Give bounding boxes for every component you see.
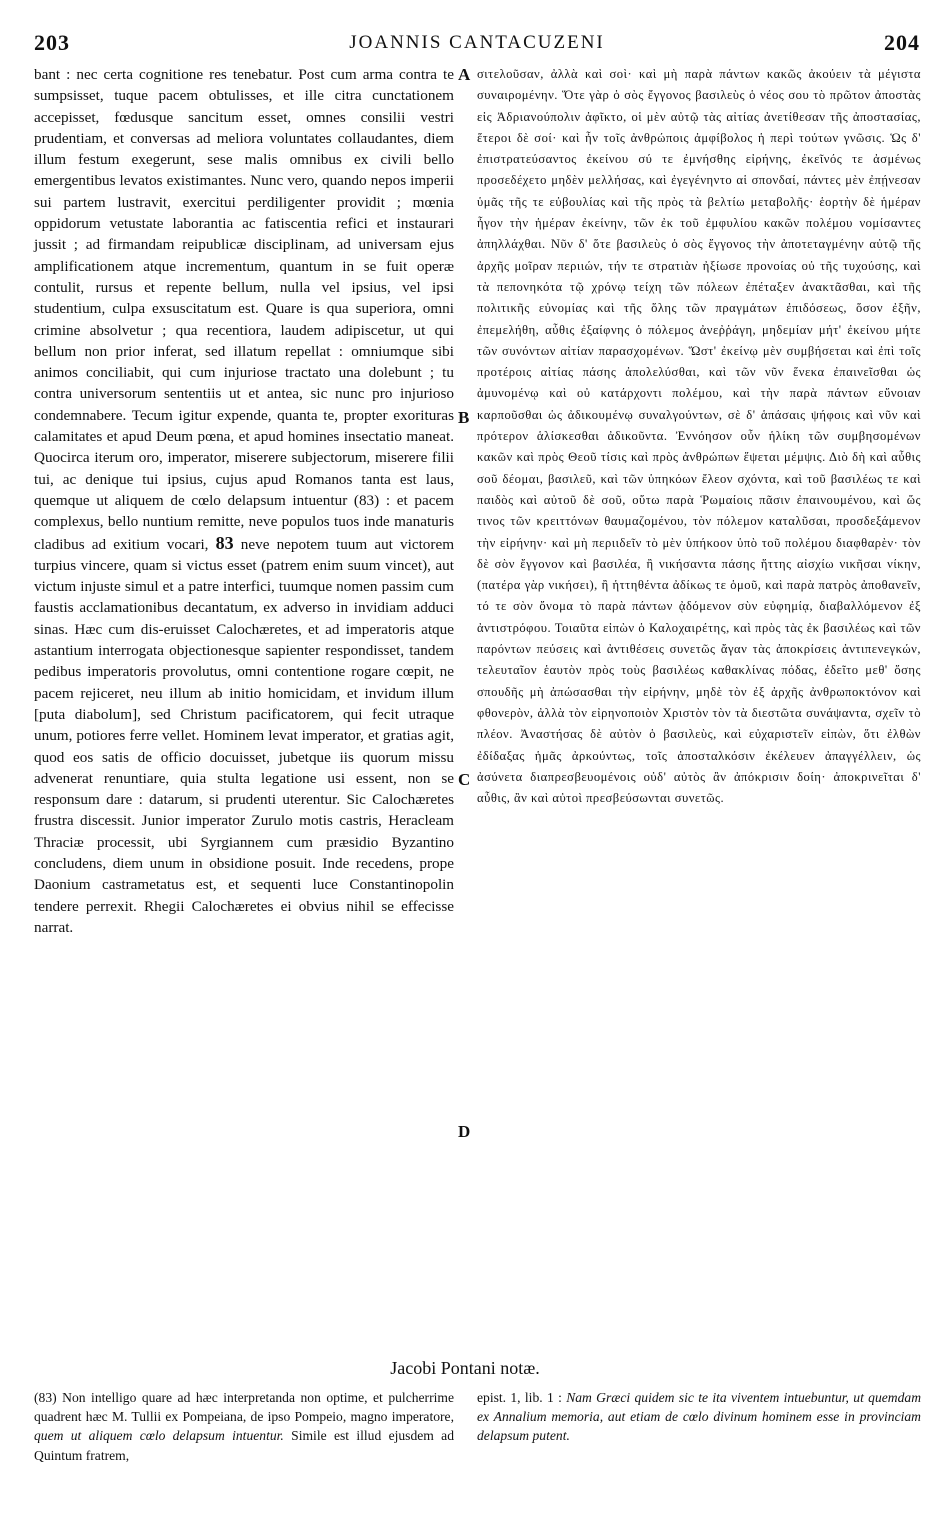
note-left-column (34, 1388, 454, 1465)
page-number-left: 203 (34, 30, 70, 55)
page-header (34, 30, 920, 60)
latin-text-part2: neve nepotem tuum aut victorem turpius vincere, quam si victus esset (patrem enim suum vincet), aut victum injuste simul et a patre interfici, tuumque nomen passim cum faustis acclamationibus decantatum, ex adverso in invidiam adduci sinas. Hæc cum dis-eruisset Calochæretes, et ad imperatoris atque astantium interrogata objectionesque sapienter respondisset, tandem pedibus imperatoris provolutus, omni contentione rogare cœpit, ne pacem rejiceret, neu illum ab initio homicidam, et invidum illum [puta diabolum], sed Christum pacificatorem, qui fecit utraque unum, potiores ferre vellet. Hominem levat imperator, et gratias agit, quod eos satis de officio docuisset, jubetque iis quorum missu advenerat renuntiare, quia stulta legatione usi essent, non se responsum dare : datarum, si prudenti uterentur. Sic Calochæretes frustra discessit. Junior imperator Zurulo motis castris, Heracleam Thraciæ processit, ubi Syrgiannem cum præsidio Byzantino concludens, diem unum in obsidione posuit. Inde recedens, prope Daonium castrametatus est, et sequenti luce Constantinopolin tendere perrexit. Rhegii Calochæretes ei obvius nihil se effecisse narrat. (34, 535, 455, 936)
latin-column (34, 64, 454, 938)
notes-title: Jacobi Pontani notæ. (390, 1358, 540, 1378)
running-head: JOANNIS CANTACUZENI (349, 32, 605, 53)
margin-marker-d: D (458, 1122, 471, 1141)
greek-paragraph: σιτελοῦσαν, ἀλλὰ καὶ σοὶ· καὶ μὴ παρὰ πάντων κακῶς ἀκούειν τὰ μέγιστα συναιρομένην. Ὅτε γὰρ ὁ σὸς ἔγγονος βασιλεὺς ὁ νέος σου τὸ πρῶτον ἀποστὰς εἰς Ἀδριανούπολιν ἀφῖκτο, οἱ μὲν αὐτῷ τὰς αἰτίας ἀνετίθεσαν τῆς ἀποστασίας, ἕτεροι δὲ σοί· καὶ ἦν τοῖς ἀνθρώποις ἀμφίβολος ἡ περὶ τούτων γνῶσις. Ὡς δ' ἐπιστρατεύσαντος ἐκείνου σύ τε ἐμνήσθης εἰρήνης, ἐκεῖνός τε ἀσμένως προσεδέχετο μηδὲν μελλήσας, καὶ ἐγεγένηντο αἱ σπονδαί, πάντες μὲν ἐπῄνεσαν ὑμᾶς τῆς τε εὐβουλίας καὶ τῆς πρὸς τὰ βελτίω μεταβολῆς· ἑορτὴν δὲ ἡμέραν ἦγον τὴν ἡμέραν ἐκείνην, τῶν ἐκ τοῦ ἐμφυλίου κακῶν πολέμου νομίσαντες ἀπηλλάχθαι. Νῦν δ' ὅτε βασιλεὺς ὁ σὸς ἔγγονος τὴν ἀποτεταγμένην αὐτῷ τῆς ἀρχῆς μοῖραν περιιών, τήν τε στρατιὰν ἠξίωσε προνοίας οὐ τῆς τυχούσης, καὶ τὰ πεπονηκότα τῷ χρόνῳ τείχη τῶν πόλεων ἐπέταξεν ἀνακτᾶσθαι, καὶ τῆς πολιτικῆς εὐνομίας καὶ τῆς ὅλης τῶν πραγμάτων ἐπιδόσεως, ὅσον ἐξῆν, ἐπεμελήθη, αὖθις ἐξαίφνης ὁ πόλεμος ἀνεῤῥάγη, μηδεμίαν μήτ' ἐκείνου μήτε τῶν συνόντων αἰτίαν παρασχομένων. Ὥστ' ἐκείνῳ μὲν συμβήσεται καὶ ἐπὶ τοῖς προτέροις αἰτίας πάσης ἀπολελύσθαι, καὶ τῶν νῦν ἕνεκα ἐπαινεῖσθαι ὡς ἀμυνομένῳ καὶ οὐ κατάρχοντι πολέμου, καὶ τὴν παρὰ πάντων εὔνοιαν καρποῦσθαι ὡς ἀδικουμένῳ συναλγούντων, σὲ δ' ἁπάσαις ψήφοις καὶ νῦν καὶ πρότερον ἁλίσκεσθαι ἀδικοῦντα. Ἐννόησον οὖν ἡλίκη τῶν συμβησομένων κακῶν καὶ πρὸς Θεοῦ τίσις καὶ πρὸς ἀνθρώπων ἕψεται μέμψις. Διὸ δὴ καὶ αὖθις σοῦ δέομαι, βασιλεῦ, καὶ τῶν ὑπηκόων ἔλεον σχόντα, καὶ τοῦ βασιλέως τε καὶ παιδὸς καὶ αὐτοῦ δὲ σοῦ, οὕτω παρὰ Ῥωμαίοις πᾶσιν ἐπαινουμένου, καὶ ὥς τινος τῶν κρειττόνων θαυμαζομένου, τὸν πόλεμον καταλῦσαι, προσδεξάμενον τὴν εἰρήνην· καὶ μὴ περιιδεῖν τὸ μὲν ὑπήκοον ὑπὸ τοῦ πολέμου διαφθαρὲν· τὸν δὲ σὸν ἔγγονον καὶ βασιλέα, ἢ νικήσαντα πάσης ἥττης αἰσχίω νικῆσαι νίκην, (πατέρα γὰρ νικήσει), ἢ ἡττηθέντα ἀδίκως τε ὁμοῦ, καὶ παρὰ πατρὸς ἀποθανεῖν, τό τε σὸν ὄνομα τὸ παρὰ πάντων ᾀδόμενον σὺν εὐφημίᾳ, διαβαλλόμενον ἐξ ἀντιστρόφου. Τοιαῦτα εἰπὼν ὁ Καλοχαιρέτης, καὶ πρὸς τὰς ἐκ βασιλέως καὶ τῶν παρόντων πεύσεις καὶ ἀντιθέσεις συνετῶς ἄγαν τὰς ἀποκρίσεις ἀντιπενεγκών, τελευταῖον ἑαυτὸν πρὸς τοὺς βασιλέως καθακλίνας πόδας, ἐδεῖτο μεθ' ὅσης σπουδῆς μὴ ἀπώσασθαι τὴν εἰρήνην, μηδὲ τὸν ἐξ ἀρχῆς ἀνθρωποκτόνον καὶ φθονερὸν, ἀλλὰ τὸν εἰρηνοποιὸν Χριστὸν τὸν τὰ διεστῶτα συνάψαντα, σχεῖν τὸ πλέον. Ἀναστήσας δὲ αὐτὸν ὁ βασιλεὺς, καὶ εὐχαριστεῖν εἰπὼν, ὅτι ἐλθὼν ἐδίδαξας ἡμᾶς ἀρκούντως, τοῖς ἀποσταλκόσιν ἐκέλευεν ἀπαγγέλλειν, ὡς ἀσύνετα διαπρεσβευομένοις οὐδ' αὐτὸς ἂν ἀπόκρισιν δοίη· ἀποκρινεῖται δ' αὖθις, ἂν καὶ αὐτοὶ πρεσβεύσωνται συνετῶς. (477, 67, 921, 806)
margin-marker-c: C (458, 770, 471, 789)
latin-text-part1: bant : nec certa cognitione res tenebatur. Post cum arma contra te sumpsisset, tuque pacem obtulisses, et ille citra cunctationem accepisset, fœdusque sancitum esset, omnes consilii vestri prudentiam, et conversas ad meliora voluntates collaudantes, diem illum festum exegerunt, sese malis omnibus ex civili bello emergentibus levatos existimantes. Nunc vero, quando nepos imperii sui partem lustravit, exercitui perdiligenter providit ; mœnia oppidorum vetustate laborantia ac fatiscentia refici et instaurari jussit ; ad firmandam reipublicæ disciplinam, ad universam ejus amplificationem atque incrementum, quantum in se fuit operæ contulit, rursus et repente bellum, nulla vel ipsius, vel ipsi studentium, culpa exsuscitatum est. Quare is qua superiora, omni crimine absolvetur ; qua recentiora, laudem adipiscetur, ut qui bellum non prior inferat, sed illatum repellat : omniumque sibi animos conciliabit, qui cum injuriose tractato una dolebunt ; tu contra universorum sententiis ut et antea, sic nunc pro injurioso condemnabere. Tecum igitur expende, quanta te, propter exorituras calamitates et apud Deum pœna, et apud homines insectatio maneat. Quocirca iterum oro, imperator, miserere subjectorum, miserere filii tui, ac denique tui ipsius, cujus apud Romanos tanta est laus, quemque ut aliquem de cœlo delapsum intuentur (83) : et pacem complexus, bello nuntium remitte, neve populos tuos inde manaturis cladibus ad exitium vocari, (34, 66, 454, 553)
inline-section-number: 83 (215, 532, 234, 553)
note-right-column (477, 1388, 921, 1446)
note-left-end: Simile est illud ejusdem ad Quintum fratrem, (34, 1428, 454, 1463)
greek-column (477, 64, 921, 809)
note-right-citation: epist. 1, lib. 1 : (477, 1390, 562, 1405)
note-left-quote: quem ut aliquem cœlo delapsum intuentur. (34, 1428, 284, 1444)
latin-paragraph (34, 64, 454, 938)
margin-marker-b: B (458, 408, 470, 427)
note-right-quote: Nam Græci quidem sic te ita viventem intuebuntur, ut quemdam ex Annalium memoria, aut etiam de cœlo divinum hominem esse in provinciam delapsum putent. (477, 1390, 922, 1444)
note-left-text: (83) Non intelligo quare ad hæc interpretanda non optime, et pulcherrime quadrent hæc M. Tullii ex Pompeiana, de ipso Pompeio, magno imperatore, (34, 1390, 454, 1425)
page-number-right: 204 (884, 30, 920, 55)
margin-marker-a: A (458, 65, 471, 84)
